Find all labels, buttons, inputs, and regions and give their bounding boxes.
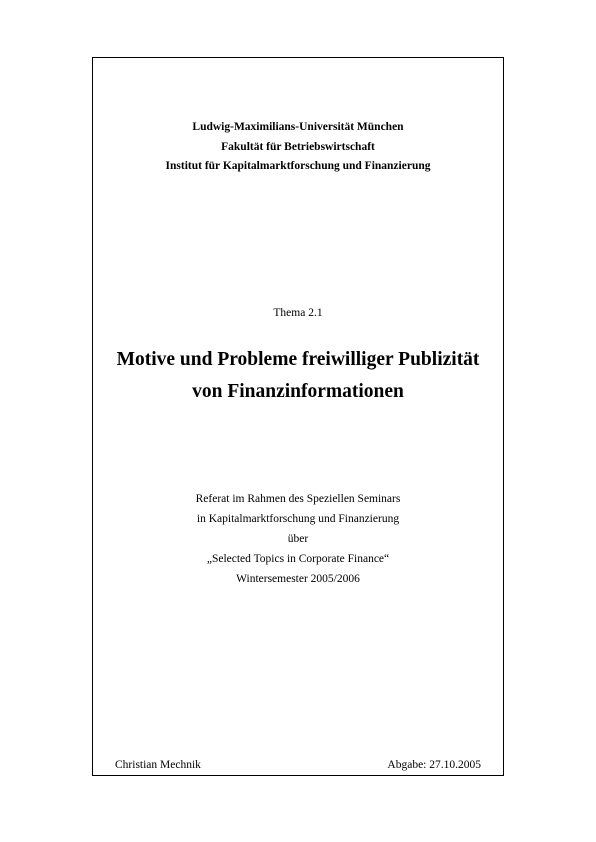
- title-line-2: von Finanzinformationen: [192, 381, 404, 402]
- institution-header: [93, 118, 503, 177]
- description-line-2: in Kapitalmarktforschung und Finanzierung: [196, 513, 400, 525]
- description-line-4: „Selected Topics in Corporate Finance“: [206, 553, 390, 565]
- description-line-3: über: [287, 533, 309, 545]
- description-line-5: Wintersemester 2005/2006: [236, 573, 360, 585]
- page-footer: [115, 758, 481, 772]
- submission-date: Abgabe: 27.10.2005: [387, 759, 481, 771]
- title-line-1: Motive und Probleme freiwilliger Publizität: [116, 349, 480, 370]
- institute-name: Institut für Kapitalmarktforschung und Finanzierung: [165, 160, 431, 172]
- seminar-description: [93, 489, 503, 589]
- description-line-1: Referat im Rahmen des Speziellen Seminars: [195, 493, 401, 505]
- faculty-name: Fakultät für Betriebswirtschaft: [221, 140, 375, 153]
- author-name: Christian Mechnik: [115, 759, 201, 771]
- topic-label: Thema 2.1: [273, 307, 323, 319]
- title-page-frame: [92, 57, 504, 776]
- university-name: Ludwig-Maximilians-Universität München: [192, 121, 404, 133]
- document-title: [93, 344, 503, 408]
